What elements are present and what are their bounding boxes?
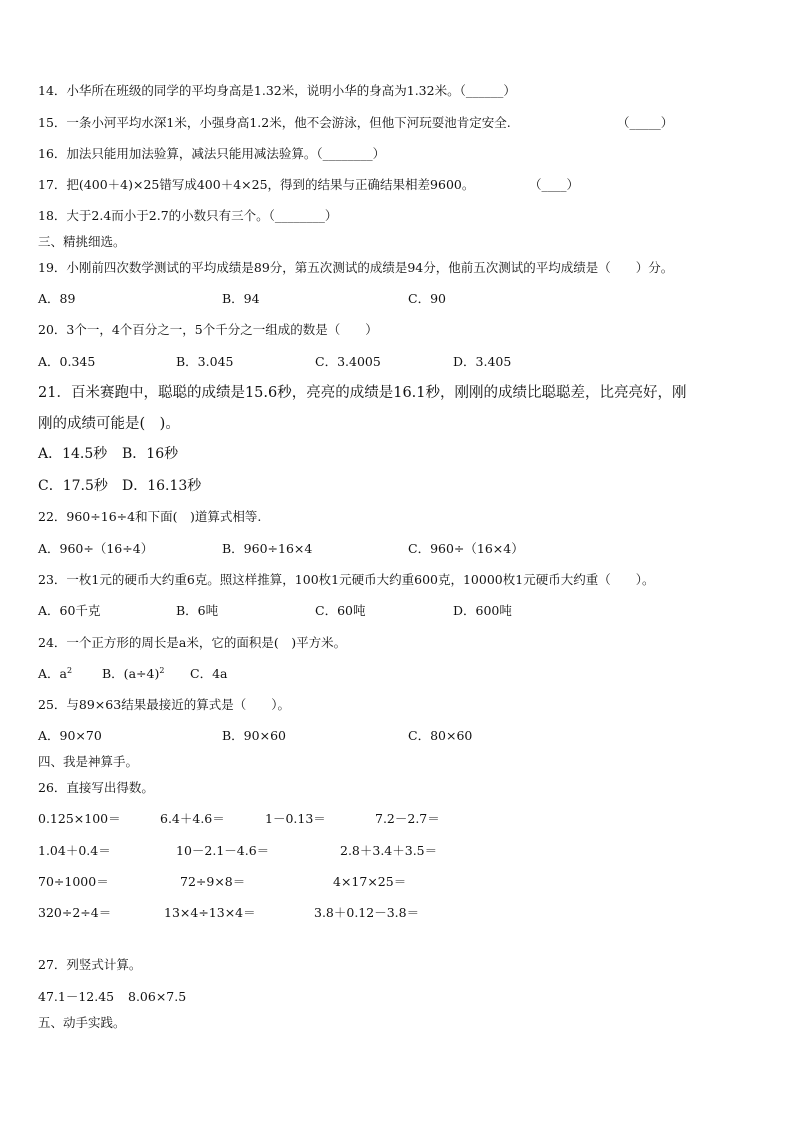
q24-option-b-exponent: 2 xyxy=(159,665,165,675)
q21-option-d: D．16.13秒 xyxy=(122,478,202,494)
calc-item: 320÷2÷4＝ xyxy=(38,905,112,920)
q24-option-a: A．$a^2$ xyxy=(38,665,73,681)
question-23: 23．一枚1元的硬币大约重6克。照这样推算，100枚1元硬币大约重600克，10000枚1元硬币大约重（ ）。 xyxy=(38,572,655,587)
q19-option-c: C．90 xyxy=(408,291,446,306)
q23-option-c: C．60吨 xyxy=(315,603,366,618)
q20-option-a: A．0.345 xyxy=(38,354,96,369)
q24-option-b: B．$(a\div 4)^2$ xyxy=(102,665,165,681)
q25-option-b: B．90×60 xyxy=(222,728,286,743)
section-4-heading: 四、我是神算手。 xyxy=(38,754,139,769)
q21-option-c: C．17.5秒 xyxy=(38,478,108,494)
calc-item: 1.04＋0.4＝ xyxy=(38,843,111,858)
question-16: 16．加法只能用加法验算，减法只能用减法验算。（________） xyxy=(38,146,386,161)
calc-item: 72÷9×8＝ xyxy=(180,874,246,889)
question-19: 19．小刚前四次数学测试的平均成绩是89分，第五次测试的成绩是94分，他前五次测试的平均成绩是（ ）分。 xyxy=(38,260,674,275)
vertical-calc-item: 8.06×7.5 xyxy=(128,989,187,1004)
question-27: 27．列竖式计算。 xyxy=(38,957,142,972)
calc-item: 6.4＋4.6＝ xyxy=(160,811,225,826)
calc-item: 1－0.13＝ xyxy=(265,811,326,826)
question-20: 20．3个一，4个百分之一，5个千分之一组成的数是（ ） xyxy=(38,322,378,337)
calc-item: 7.2－2.7＝ xyxy=(375,811,440,826)
question-18: 18．大于2.4而小于2.7的小数只有三个。（________） xyxy=(38,208,338,223)
section-5-heading: 五、动手实践。 xyxy=(38,1015,126,1030)
q24-option-c: C．4a xyxy=(190,666,228,681)
q20-option-b: B．3.045 xyxy=(176,354,234,369)
question-25: 25．与89×63结果最接近的算式是（ ）。 xyxy=(38,697,290,712)
q19-option-a: A．89 xyxy=(38,291,76,306)
q23-option-a: A．60千克 xyxy=(38,603,101,618)
question-17-blank: （____） xyxy=(529,177,580,192)
q25-option-a: A．90×70 xyxy=(38,728,102,743)
q20-option-d: D．3.405 xyxy=(453,354,512,369)
question-17: 17．把(400＋4)×25错写成400＋4×25，得到的结果与正确结果相差9600。 xyxy=(38,177,475,192)
q20-option-c: C．3.4005 xyxy=(315,354,381,369)
question-15: 15．一条小河平均水深1米，小强身高1.2米，他不会游泳，但他下河玩耍池肯定安全. xyxy=(38,115,511,130)
vertical-calc-item: 47.1－12.45 xyxy=(38,989,115,1004)
calc-item: 0.125×100＝ xyxy=(38,811,121,826)
calc-item: 2.8＋3.4＋3.5＝ xyxy=(340,843,438,858)
q24-option-a-exponent: 2 xyxy=(66,665,73,675)
calc-item: 70÷1000＝ xyxy=(38,874,109,889)
calc-item: 10－2.1－4.6＝ xyxy=(176,843,270,858)
question-21-line1: 21．百米赛跑中，聪聪的成绩是15.6秒，亮亮的成绩是16.1秒，刚刚的成绩比聪聪差，比亮亮好，刚 xyxy=(38,385,687,401)
calc-item: 3.8＋0.12－3.8＝ xyxy=(314,905,420,920)
question-22: 22．960÷16÷4和下面( )道算式相等. xyxy=(38,509,262,524)
q22-option-a: A．960÷（16÷4） xyxy=(38,541,154,556)
q23-option-d: D．600吨 xyxy=(453,603,512,618)
calc-item: 4×17×25＝ xyxy=(333,874,407,889)
question-26: 26．直接写出得数。 xyxy=(38,780,154,795)
q22-option-b: B．960÷16×4 xyxy=(222,541,313,556)
q21-option-b: B．16秒 xyxy=(122,446,179,462)
q19-option-b: B．94 xyxy=(222,291,260,306)
q23-option-b: B．6吨 xyxy=(176,603,219,618)
calc-item: 13×4÷13×4＝ xyxy=(164,905,256,920)
question-14: 14．小华所在班级的同学的平均身高是1.32米，说明小华的身高为1.32米。（______） xyxy=(38,83,516,98)
question-21-line2: 刚的成绩可能是( )。 xyxy=(38,416,180,432)
section-3-heading: 三、精挑细选。 xyxy=(38,234,126,249)
q25-option-c: C．80×60 xyxy=(408,728,473,743)
q21-option-a: A．14.5秒 xyxy=(38,446,108,462)
question-24: 24．一个正方形的周长是a米，它的面积是( )平方米。 xyxy=(38,635,347,650)
question-15-blank: （_____） xyxy=(617,115,674,130)
q22-option-c: C．960÷（16×4） xyxy=(408,541,524,556)
